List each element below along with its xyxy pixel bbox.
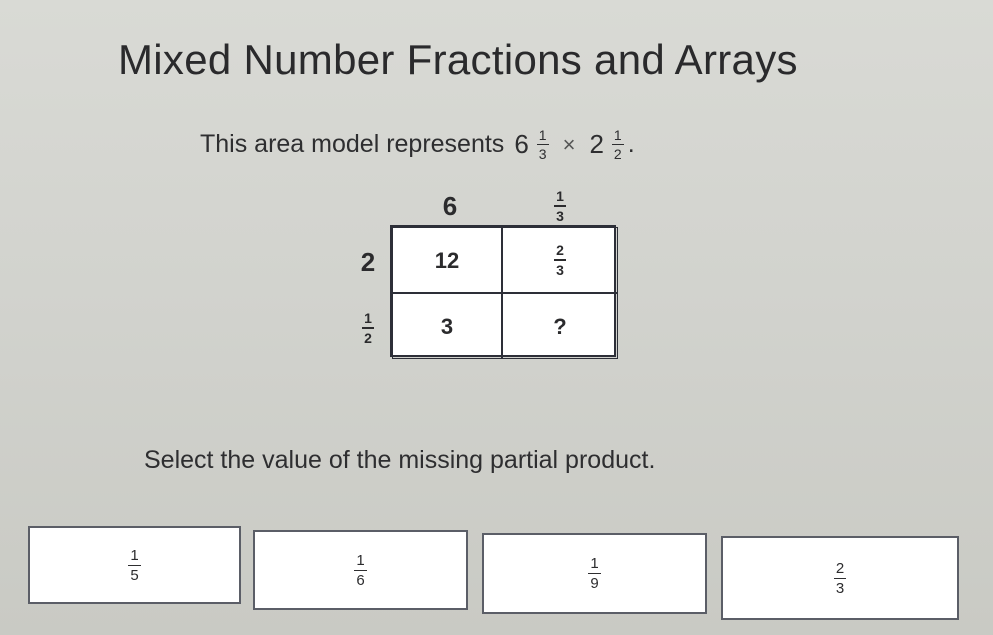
- fraction: [362, 311, 374, 345]
- fraction-denominator: 9: [590, 575, 599, 592]
- fraction: [354, 553, 366, 588]
- fraction: [612, 128, 624, 161]
- column-label-fraction: [505, 188, 615, 224]
- prompt-period: .: [627, 130, 635, 158]
- multiply-sign: ×: [562, 131, 576, 157]
- mixed-number-second: [589, 128, 623, 161]
- missing-partial-product-cell: ?: [502, 293, 618, 359]
- fraction-numerator: 1: [554, 189, 566, 207]
- fraction: [537, 128, 549, 161]
- answer-option[interactable]: [28, 526, 241, 604]
- page-title: Mixed Number Fractions and Arrays: [118, 36, 798, 83]
- mixed-number-whole: 6: [514, 129, 529, 159]
- answer-option[interactable]: [482, 533, 707, 614]
- mixed-number-first: [514, 128, 548, 161]
- mixed-number-whole: 2: [589, 129, 604, 159]
- fraction: [128, 548, 140, 583]
- prompt-text: This area model represents: [200, 130, 505, 158]
- fraction-numerator: 1: [130, 546, 139, 564]
- fraction: [554, 189, 566, 223]
- fraction-numerator: 1: [590, 555, 599, 572]
- fraction-denominator: 2: [613, 146, 622, 162]
- partial-product-cell: [502, 227, 618, 293]
- row-label-whole: 2: [360, 246, 376, 277]
- question-text: Select the value of the missing partial product.: [144, 446, 656, 474]
- fraction-numerator: 1: [356, 551, 365, 569]
- fraction-denominator: 3: [556, 208, 564, 224]
- fraction-numerator: 1: [613, 127, 622, 143]
- partial-product-cell: 3: [392, 293, 502, 359]
- fraction-numerator: 1: [362, 311, 374, 329]
- column-label-whole: 6: [442, 190, 458, 221]
- partial-product-cell: 12: [392, 227, 502, 293]
- fraction: [834, 561, 846, 596]
- fraction: [554, 243, 566, 277]
- fraction-denominator: 3: [556, 262, 564, 278]
- fraction-numerator: 1: [538, 127, 547, 143]
- prompt: [200, 128, 635, 161]
- row-label-fraction: [348, 298, 388, 358]
- answer-option[interactable]: [721, 536, 959, 620]
- fraction-denominator: 2: [364, 330, 372, 346]
- fraction-numerator: 2: [835, 559, 845, 577]
- fraction-denominator: 3: [835, 579, 845, 597]
- fraction-numerator: 2: [554, 243, 566, 261]
- fraction-denominator: 3: [538, 146, 547, 162]
- fraction-denominator: 5: [130, 566, 139, 584]
- answer-option[interactable]: [253, 530, 468, 610]
- area-model-grid: [390, 225, 616, 357]
- fraction-denominator: 6: [356, 571, 365, 589]
- fraction: [588, 556, 600, 591]
